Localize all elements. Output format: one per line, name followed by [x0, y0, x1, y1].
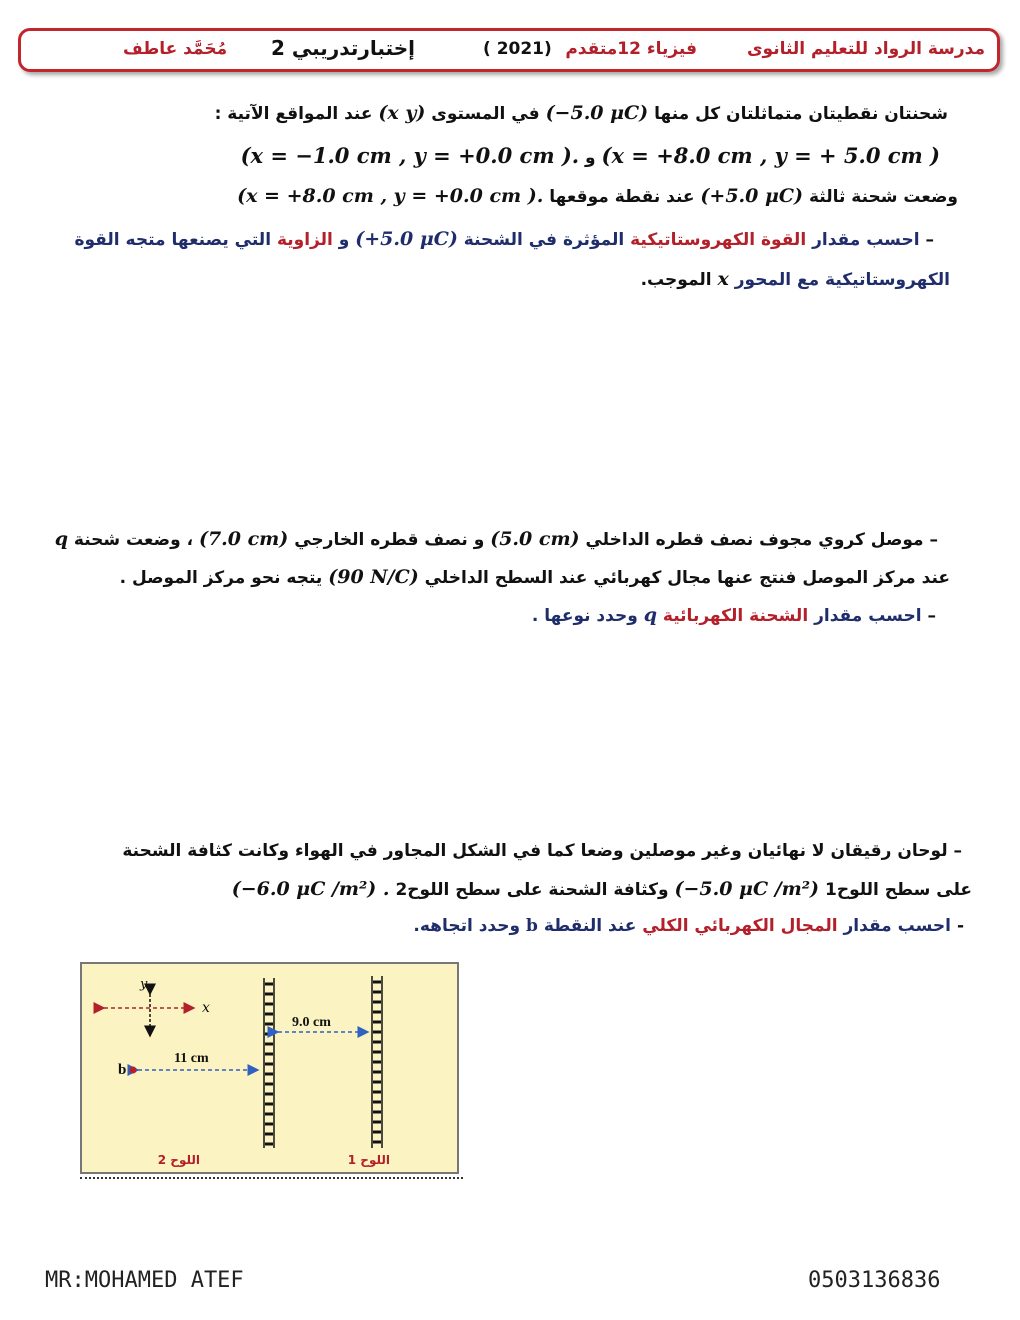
plate-2: [264, 978, 274, 1148]
q1-and: و: [585, 148, 596, 168]
q1-line1: [215, 102, 948, 124]
q1-position1: (x = +8.0 cm , y = + 5.0 cm ): [601, 143, 940, 168]
q1-force-term: القوة الكهروستاتيكية: [630, 230, 807, 250]
school-name: مدرسة الرواد للتعليم الثانوى: [746, 39, 985, 59]
author-name: MR:MOHAMED ATEF: [45, 1268, 244, 1293]
subject-label: فيزياء 12متقدم: [565, 39, 697, 59]
y-axis-label: y: [140, 977, 148, 992]
q1-line4: [74, 228, 934, 250]
q2-line3: [532, 604, 936, 626]
q1-line1-text2: في المستوى: [431, 104, 540, 124]
q1-line3: [237, 185, 958, 207]
q2-task-lead: احسب مقدار: [814, 606, 922, 626]
q1-line3-text2: عند نقطة موقعها: [549, 187, 695, 207]
q2-dash: –: [927, 606, 936, 626]
q2-inner-radius: (5.0 cm): [490, 528, 580, 550]
q1-charge: (−5.0 μC): [545, 102, 649, 124]
q3-task-mid: عند النقطة: [543, 916, 637, 936]
q3-field-term: المجال الكهربائي الكلي: [642, 916, 838, 936]
q3-line1-text: – لوحان رقيقان لا نهائيان وغير موصلين وضعا كما في الشكل المجاور في الهواء وكانت كثافة الشحنة: [122, 841, 962, 861]
q1-line1-text: شحنتان نقطيتان متماثلتان كل منها: [654, 104, 948, 124]
header-frame: [18, 28, 1000, 72]
q3-density1: (−5.0 μC /m²): [674, 878, 820, 900]
gap-label: 9.0 cm: [292, 1015, 331, 1030]
q1-task-mid: المؤثرة في الشحنة: [463, 230, 625, 250]
q1-and2: و: [338, 230, 350, 250]
q1-third-position: (x = +8.0 cm , y = +0.0 cm ).: [237, 185, 544, 207]
x-axis-label: x: [202, 1000, 210, 1016]
q1-line3-text: وضعت شحنة ثالثة: [808, 187, 958, 207]
plates-diagram: [82, 964, 457, 1172]
q1-x-axis: x: [717, 268, 729, 290]
q2-task-q: q: [643, 604, 657, 626]
q3-dash: -: [956, 916, 964, 936]
q1-task-end: التي يصنعها متجه القوة: [74, 230, 272, 250]
plate-1: [372, 976, 382, 1148]
q2-line2-text: عند مركز الموصل فنتج عنها مجال كهربائي عند السطح الداخلي: [424, 568, 950, 588]
q2-line1-text2: و نصف قطره الخارجي: [294, 530, 485, 550]
q2-field-value: (90 N/C): [328, 566, 419, 588]
q3-line2-text: على سطح اللوح1: [824, 880, 972, 900]
distance-label: 11 cm: [174, 1051, 209, 1066]
q3-point-b: b: [526, 916, 538, 936]
q1-line2: [241, 143, 940, 168]
axes: [104, 977, 210, 1036]
q2-charge-term: الشحنة الكهربائية: [662, 606, 809, 626]
plates-figure: [80, 962, 459, 1174]
q1-line5-end: الموجب.: [640, 270, 712, 290]
q1-task-charge: (+5.0 μC): [355, 228, 458, 250]
exam-title: إختبارتدريبي 2: [271, 36, 415, 60]
year-label: ( 2021): [483, 39, 552, 59]
q2-line2: [120, 566, 950, 588]
q3-line2-text2: وكثافة الشحنة على سطح اللوح2: [395, 880, 669, 900]
q1-position2: (x = −1.0 cm , y = +0.0 cm ).: [240, 143, 580, 168]
q1-line5-text: الكهروستاتيكية مع المحور: [734, 270, 950, 290]
q2-charge-symbol: q: [54, 528, 68, 550]
q1-line1-text3: عند المواقع الآتية :: [214, 104, 373, 124]
teacher-name: مُحَمَّد عاطف: [123, 39, 228, 59]
q2-outer-radius: (7.0 cm): [198, 528, 289, 550]
q1-angle-term: الزاوية: [276, 230, 333, 250]
q3-line2: [232, 878, 972, 900]
q1-task-lead: احسب مقدار: [812, 230, 920, 250]
q2-line1-text3: ، وضعت شحنة: [73, 530, 194, 550]
plate2-label: اللوح 2: [157, 1153, 200, 1167]
q2-line2-end: يتجه نحو مركز الموصل .: [119, 568, 323, 588]
point-b-dot: [130, 1067, 137, 1074]
q1-dash: –: [925, 230, 934, 250]
q1-third-charge: (+5.0 μC): [700, 185, 804, 207]
q1-plane: (x y): [378, 102, 426, 124]
q3-density2: (−6.0 μC /m²) .: [231, 878, 390, 900]
q3-line1: [122, 841, 962, 861]
q3-task-end: وحدد اتجاهه.: [413, 916, 521, 936]
q2-task-end: وحدد نوعها .: [531, 606, 638, 626]
q2-line1-text: – موصل كروي مجوف نصف قطره الداخلي: [585, 530, 938, 550]
q1-line5: [641, 268, 950, 290]
q2-line1: [55, 528, 938, 550]
figure-dotted-line: [80, 1177, 463, 1179]
point-b-label: b: [118, 1062, 127, 1078]
phone-number: 0503136836: [808, 1268, 941, 1293]
plate1-label: اللوح 1: [347, 1153, 390, 1167]
q3-task-lead: احسب مقدار: [843, 916, 952, 936]
q3-line3: [413, 916, 964, 936]
